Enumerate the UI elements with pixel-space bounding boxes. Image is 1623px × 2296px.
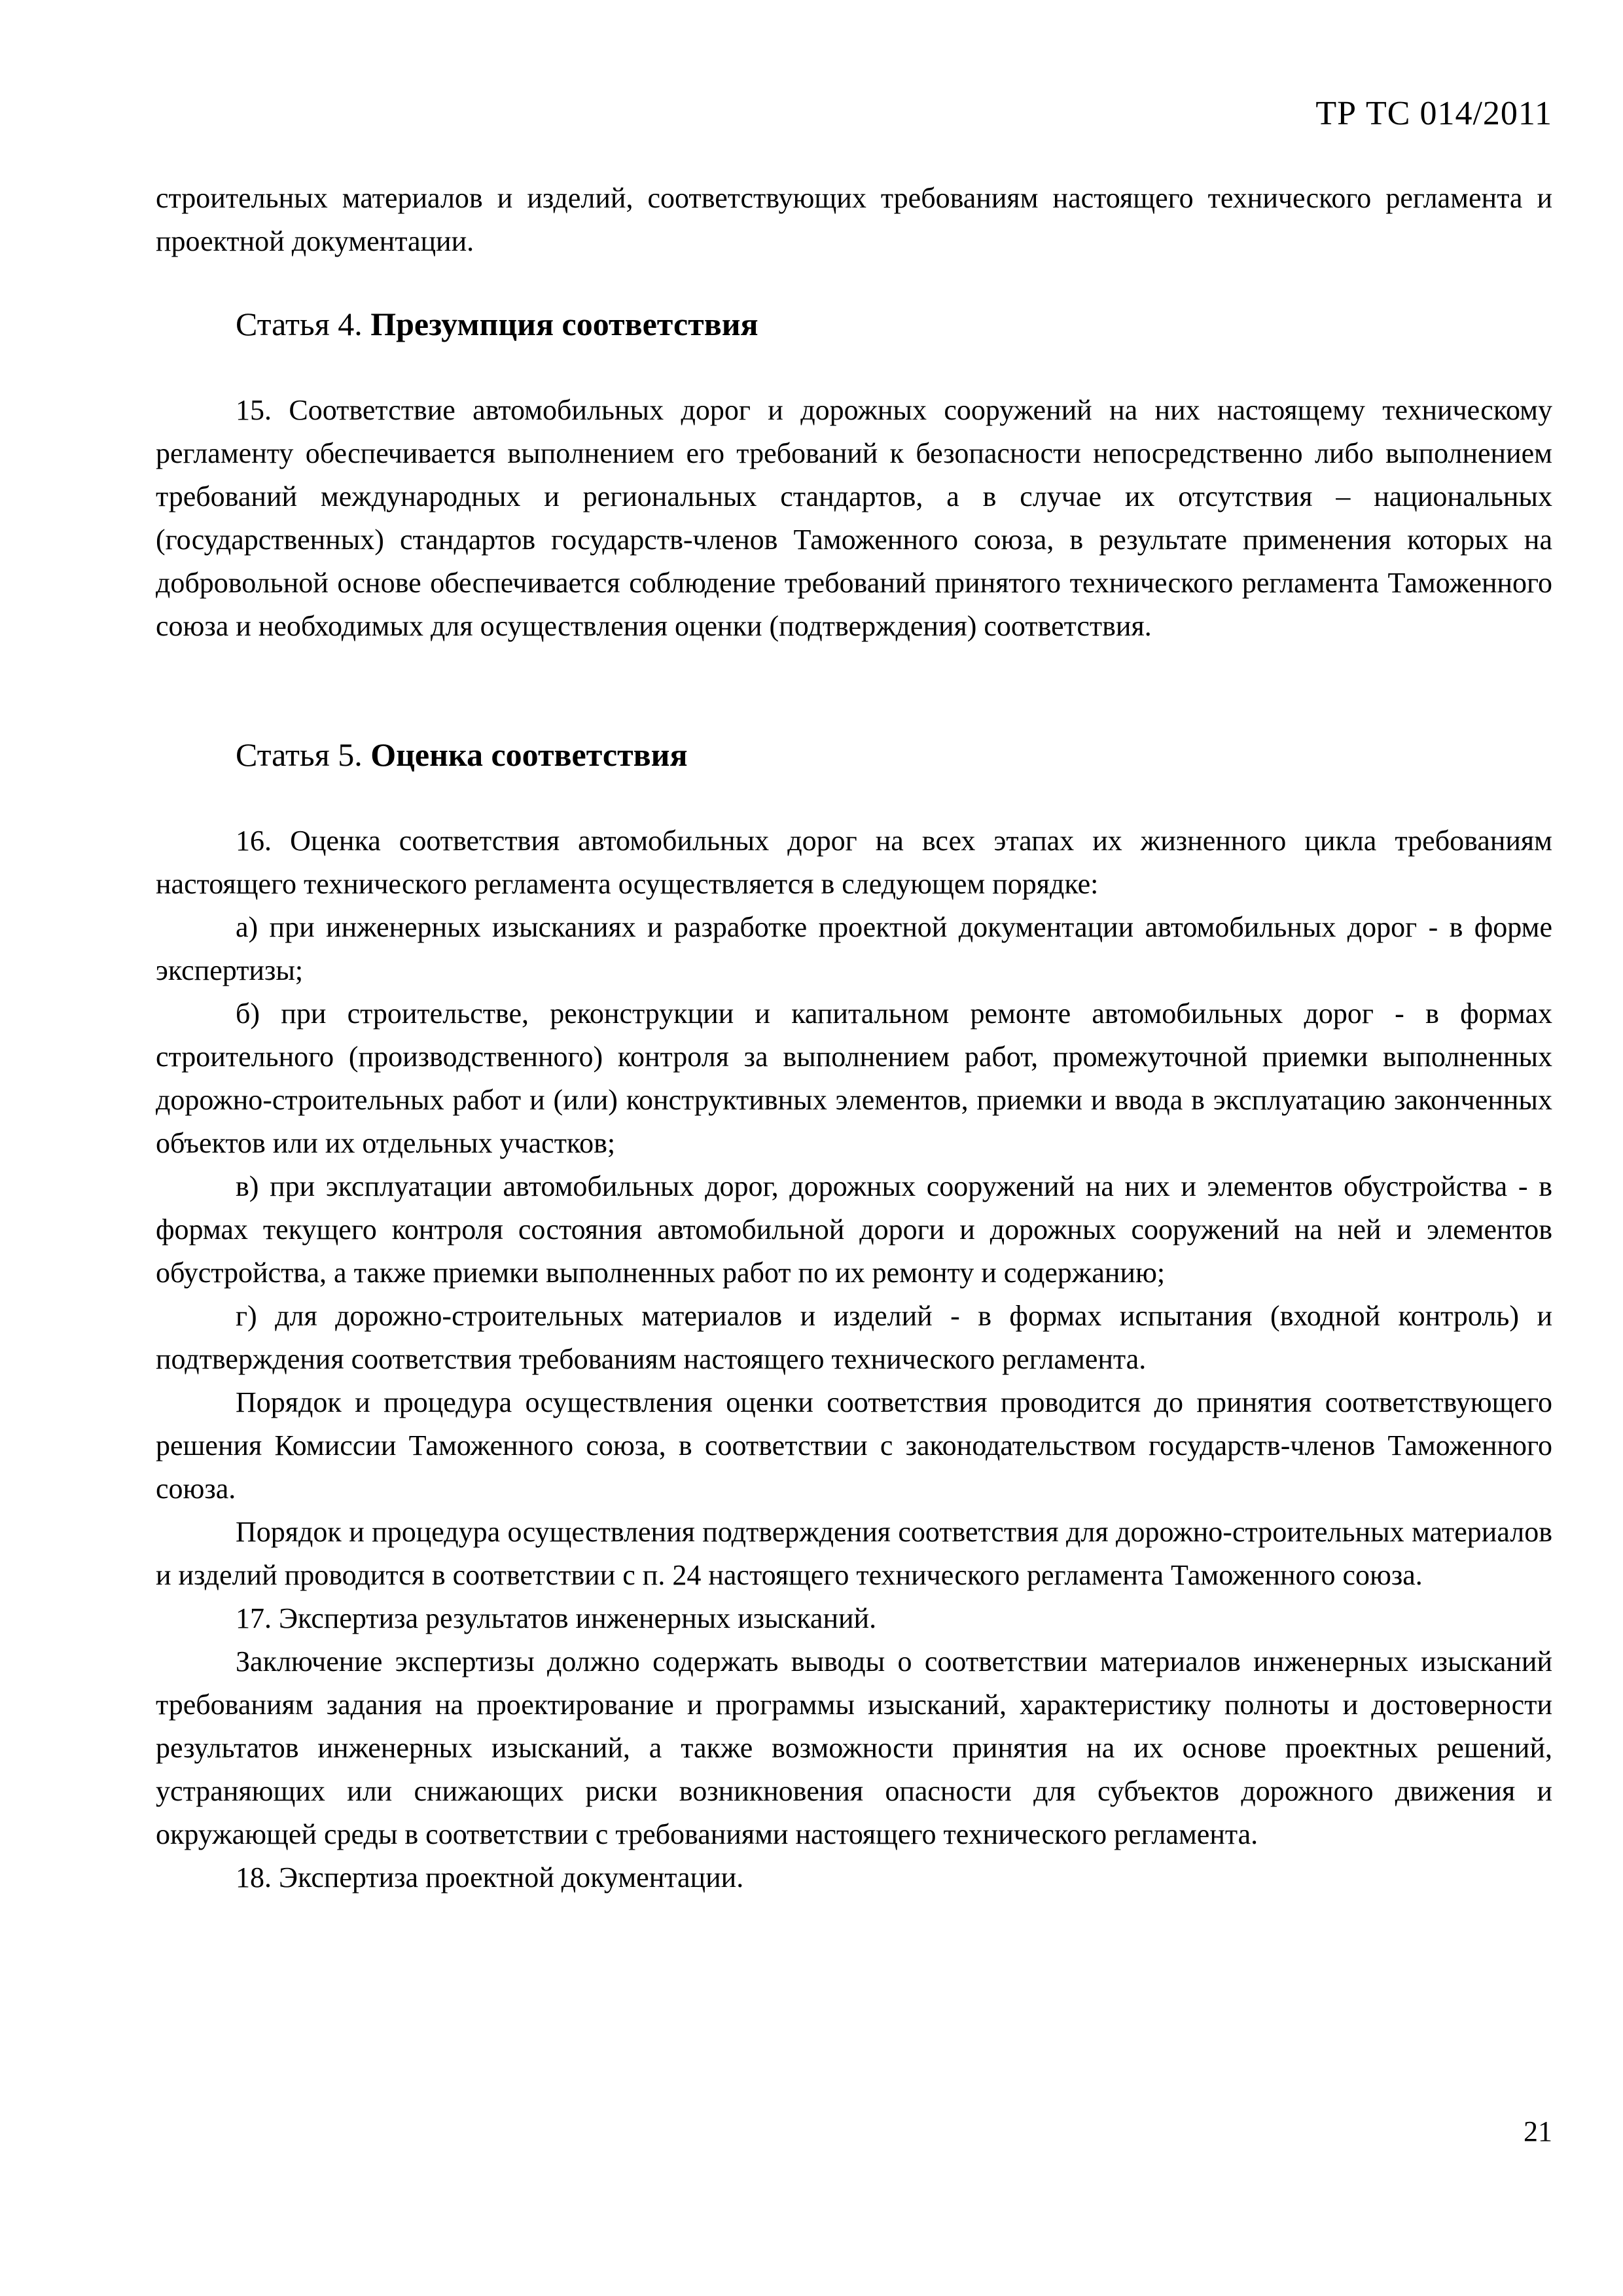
article-5-title: Оценка соответствия xyxy=(370,736,688,773)
clause-18: 18. Экспертиза проектной документации. xyxy=(236,1861,744,1893)
page-number: 21 xyxy=(1524,2115,1552,2147)
page-body xyxy=(156,177,1552,1899)
clause-15: 15. Соответствие автомобильных дорог и дорожных сооружений на них настоящему техническому регламенту обеспечивается выполнением его требований к безопасности непосредственно либо выполнением требований международных и региональных стандартов, а в случае их отсутствия – национальных (государственных) стандартов государств-членов Таможенного союза, в результате применения которых на добровольной основе обеспечивается соблюдение требований принятого технического регламента Таможенного союза и необходимых для осуществления оценки (подтверждения) соответствия. xyxy=(156,394,1552,642)
clause-16-item-v: в) при эксплуатации автомобильных дорог, дорожных сооружений на них и элементов обустройства - в формах текущего контроля состояния автомобильной дороги и дорожных сооружений на ней и элементов обустройства, а также приемки выполненных работ по их ремонту и содержанию; xyxy=(156,1170,1552,1289)
spacer xyxy=(156,346,1552,389)
article-4-title: Презумпция соответствия xyxy=(370,306,758,342)
spacer xyxy=(156,648,1552,733)
procedure-paragraph: Порядок и процедура осуществления оценки соответствия проводится до принятия соответствующего решения Комиссии Таможенного союза, в соответствии с законодательством государств-членов Таможенного союза. xyxy=(156,1386,1552,1505)
article-5-prefix: Статья 5. xyxy=(236,736,371,773)
document-code: ТР ТС 014/2011 xyxy=(1315,95,1552,132)
spacer xyxy=(156,263,1552,302)
clause-16: 16. Оценка соответствия автомобильных дорог на всех этапах их жизненного цикла требованиям настоящего технического регламента осуществляется в следующем порядке: xyxy=(156,825,1552,900)
article-4-prefix: Статья 4. xyxy=(236,306,371,342)
confirmation-procedure-paragraph: Порядок и процедура осуществления подтверждения соответствия для дорожно-строительных материалов и изделий проводится в соответствии с п. 24 настоящего технического регламента Таможенного союза. xyxy=(156,1516,1552,1591)
clause-16-item-b: б) при строительстве, реконструкции и капитальном ремонте автомобильных дорог - в формах строительного (производственного) контроля за выполнением работ, промежуточной приемки выполненных дорожно-строительных работ и (или) конструктивных элементов, приемки и ввода в эксплуатацию законченных объектов или их отдельных участков; xyxy=(156,997,1552,1159)
clause-16-item-g: г) для дорожно-строительных материалов и изделий - в формах испытания (входной контроль) и подтверждения соответствия требованиям настоящего технического регламента. xyxy=(156,1300,1552,1375)
intro-paragraph: строительных материалов и изделий, соответствующих требованиям настоящего технического регламента и проектной документации. xyxy=(156,182,1552,257)
clause-16-item-a: а) при инженерных изысканиях и разработке проектной документации автомобильных дорог - в форме экспертизы; xyxy=(156,911,1552,986)
spacer xyxy=(156,776,1552,819)
article-5-heading xyxy=(156,733,1552,776)
article-4-heading xyxy=(156,302,1552,346)
expert-conclusion-paragraph: Заключение экспертизы должно содержать выводы о соответствии материалов инженерных изысканий требованиям задания на проектирование и программы изысканий, характеристику полноты и достоверности результатов инженерных изысканий, а также возможности принятия на их основе проектных решений, устраняющих или снижающих риски возникновения опасности для субъектов дорожного движения и окружающей среды в соответствии с требованиями настоящего технического регламента. xyxy=(156,1645,1552,1850)
clause-17: 17. Экспертиза результатов инженерных изысканий. xyxy=(236,1602,877,1634)
